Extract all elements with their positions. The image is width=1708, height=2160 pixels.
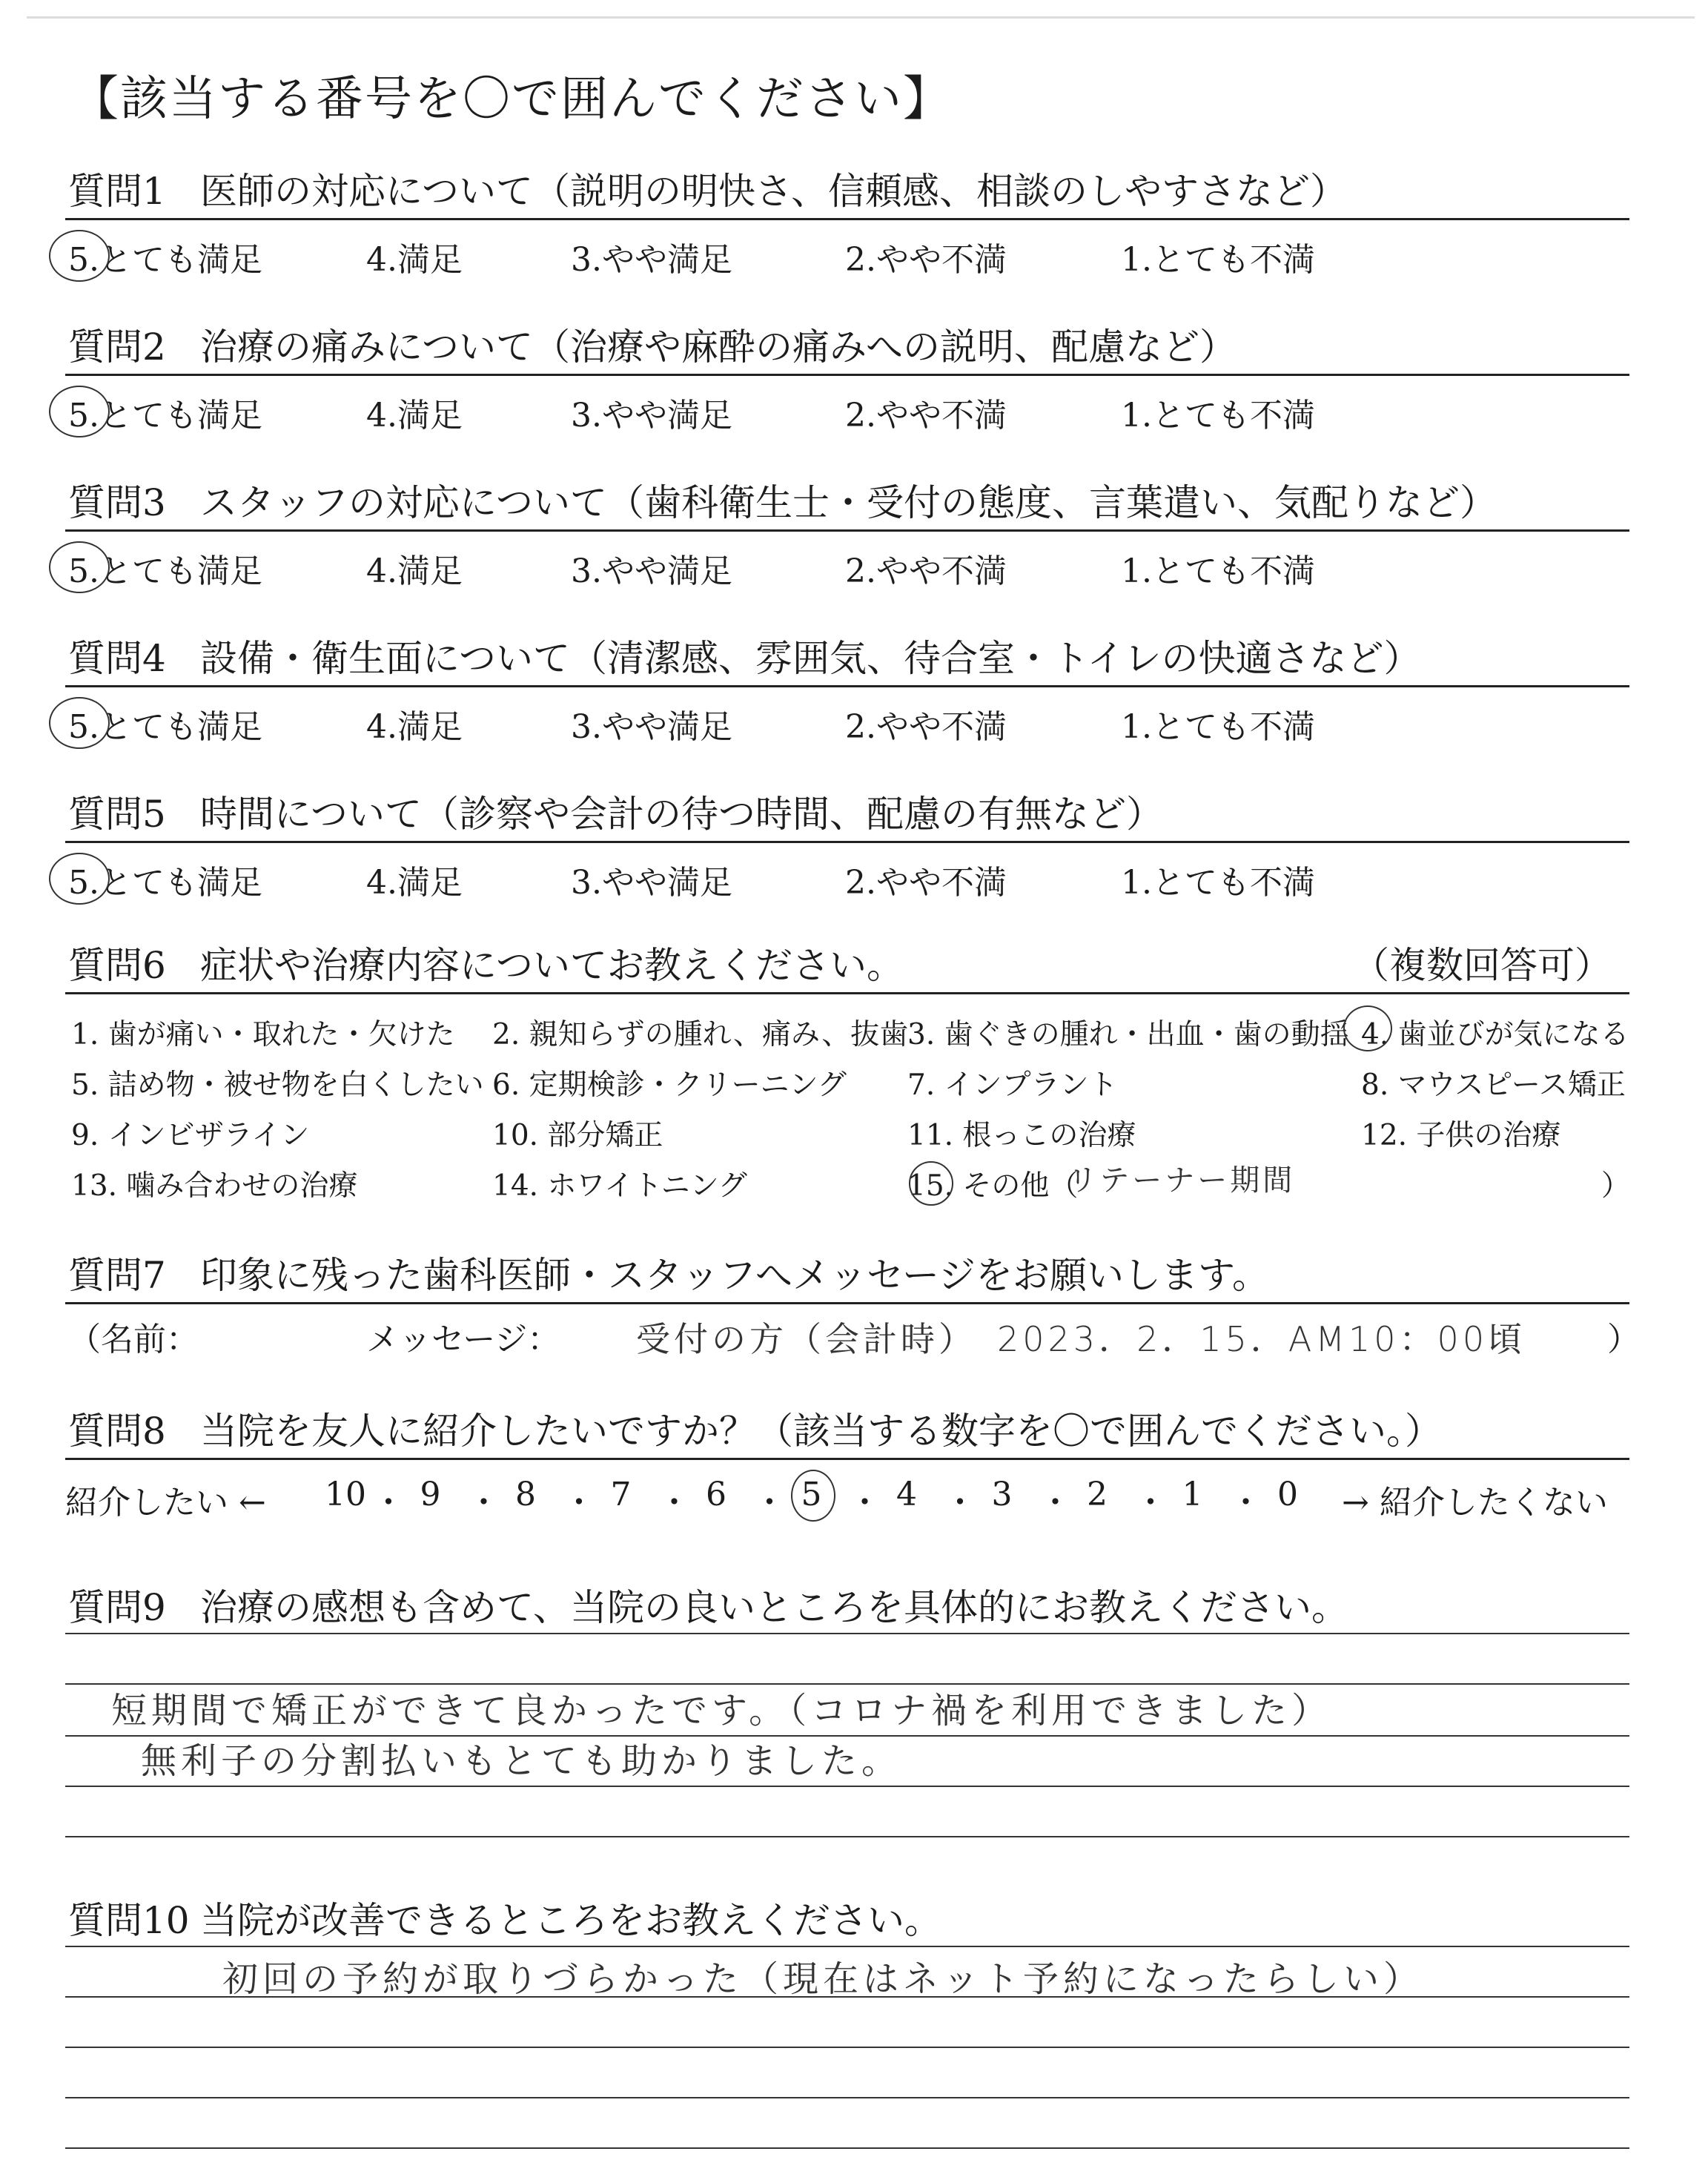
q1-selection-circle bbox=[49, 230, 110, 282]
q3-option-4[interactable]: 4.満足 bbox=[366, 552, 463, 590]
q1-text: 医師の対応について（説明の明快さ、信頼感、相談のしやすさなど） bbox=[200, 170, 1347, 213]
q8-separator: ・ bbox=[848, 1484, 881, 1522]
q7-answer-row bbox=[65, 1312, 1640, 1359]
q10-rule-4 bbox=[65, 2097, 1629, 2098]
q8-scale-4[interactable]: 4 bbox=[896, 1476, 917, 1513]
q8-separator: ・ bbox=[944, 1484, 976, 1522]
q8-scale-3[interactable]: 3 bbox=[991, 1476, 1013, 1513]
q1-rule bbox=[65, 218, 1629, 220]
q4-option-2[interactable]: 2.やや不満 bbox=[845, 708, 1007, 746]
q4-option-4[interactable]: 4.満足 bbox=[366, 708, 463, 746]
q6-item-12[interactable]: 12. 子供の治療 bbox=[1361, 1119, 1561, 1152]
q8-separator: ・ bbox=[372, 1484, 405, 1522]
q6-item-7[interactable]: 7. インプラント bbox=[907, 1069, 1118, 1102]
q4-text: 設備・衛生面について（清潔感、雰囲気、待合室・トイレの快適さなど） bbox=[200, 637, 1421, 680]
q8-scale-1[interactable]: 1 bbox=[1182, 1476, 1203, 1513]
q4-number: 質問4 bbox=[68, 637, 166, 680]
q6-item-2[interactable]: 2. 親知らずの腫れ、痛み、抜歯 bbox=[492, 1018, 909, 1051]
q6-selection-circle-4 bbox=[1343, 1005, 1392, 1051]
q1-options bbox=[0, 233, 1708, 277]
q10-rule-5 bbox=[65, 2147, 1629, 2149]
q3-number: 質問3 bbox=[68, 481, 166, 524]
q6-item-9[interactable]: 9. インビザライン bbox=[71, 1119, 310, 1152]
q5-title bbox=[68, 785, 1163, 838]
q3-option-1[interactable]: 1.とても不満 bbox=[1121, 552, 1315, 590]
q4-options bbox=[0, 700, 1708, 744]
q7-title bbox=[68, 1246, 1269, 1299]
q1-option-2[interactable]: 2.やや不満 bbox=[845, 241, 1007, 279]
q10-rule-1 bbox=[65, 1946, 1629, 1947]
q6-rule bbox=[65, 992, 1629, 994]
q5-selection-circle bbox=[49, 853, 110, 905]
q8-separator: ・ bbox=[658, 1484, 691, 1522]
q3-option-3[interactable]: 3.やや満足 bbox=[571, 552, 732, 590]
q6-item-4[interactable]: 4. 歯並びが気になる bbox=[1361, 1018, 1629, 1051]
q6-item-8[interactable]: 8. マウスピース矯正 bbox=[1361, 1069, 1626, 1102]
q10-number: 質問10 bbox=[68, 1899, 190, 1942]
q2-options bbox=[0, 389, 1708, 433]
q8-separator: ・ bbox=[753, 1484, 786, 1522]
q7-message-label: メッセージ： bbox=[366, 1321, 560, 1358]
q6-item-1[interactable]: 1. 歯が痛い・取れた・欠けた bbox=[71, 1018, 455, 1051]
q9-rule-5 bbox=[65, 1836, 1629, 1837]
q2-option-2[interactable]: 2.やや不満 bbox=[845, 397, 1007, 435]
q8-rule bbox=[65, 1458, 1629, 1460]
q8-scale-10[interactable]: 10 bbox=[325, 1476, 366, 1513]
q10-answer-line-1[interactable]: 初回の予約が取りづらかった（現在はネット予約になったらしい） bbox=[222, 1958, 1424, 2000]
q6-note: （複数回答可） bbox=[1352, 944, 1612, 987]
q4-selection-circle bbox=[49, 697, 110, 749]
q8-separator: ・ bbox=[1039, 1484, 1072, 1522]
q9-rule-1 bbox=[65, 1633, 1629, 1634]
q7-text: 印象に残った歯科医師・スタッフへメッセージをお願いします。 bbox=[200, 1254, 1269, 1297]
q7-number: 質問7 bbox=[68, 1254, 166, 1297]
q6-other-close: ） bbox=[1601, 1169, 1631, 1203]
q6-other-answer[interactable]: リテーナー期間 bbox=[1068, 1163, 1296, 1198]
q2-selection-circle bbox=[49, 386, 110, 437]
q4-rule bbox=[65, 685, 1629, 687]
q8-text: 当院を友人に紹介したいですか？（該当する数字を〇で囲んでください。） bbox=[200, 1410, 1442, 1453]
q5-option-3[interactable]: 3.やや満足 bbox=[571, 864, 732, 902]
q8-scale-6[interactable]: 6 bbox=[706, 1476, 726, 1513]
q1-title bbox=[68, 162, 1347, 215]
q8-separator: ・ bbox=[1134, 1484, 1167, 1522]
q6-item-5[interactable]: 5. 詰め物・被せ物を白くしたい bbox=[71, 1069, 484, 1102]
q4-option-3[interactable]: 3.やや満足 bbox=[571, 708, 732, 746]
q3-selection-circle bbox=[49, 541, 110, 593]
q8-separator: ・ bbox=[467, 1484, 500, 1522]
q9-title bbox=[68, 1578, 1348, 1631]
q8-scale-9[interactable]: 9 bbox=[420, 1476, 441, 1513]
q6-item-3[interactable]: 3. 歯ぐきの腫れ・出血・歯の動揺 bbox=[907, 1018, 1349, 1051]
q2-option-5[interactable]: 5.とても満足 bbox=[68, 397, 262, 435]
q5-option-5[interactable]: 5.とても満足 bbox=[68, 864, 262, 902]
q9-text: 治療の感想も含めて、当院の良いところを具体的にお教えください。 bbox=[200, 1586, 1348, 1629]
q3-title bbox=[68, 473, 1497, 526]
q3-option-5[interactable]: 5.とても満足 bbox=[68, 552, 262, 590]
q6-item-10[interactable]: 10. 部分矯正 bbox=[492, 1119, 663, 1152]
q10-text: 当院が改善できるところをお教えください。 bbox=[200, 1899, 941, 1942]
q5-options bbox=[0, 856, 1708, 900]
q7-close: ） bbox=[1607, 1321, 1640, 1358]
q1-option-3[interactable]: 3.やや満足 bbox=[571, 241, 732, 279]
q6-number: 質問6 bbox=[68, 944, 166, 987]
q9-answer-line-2[interactable]: 無利子の分割払いもとても助かりました。 bbox=[141, 1740, 902, 1782]
q3-text: スタッフの対応について（歯科衛生士・受付の態度、言葉遣い、気配りなど） bbox=[200, 481, 1497, 524]
q1-number: 質問1 bbox=[68, 170, 166, 213]
q5-text: 時間について（診察や会計の待つ時間、配慮の有無など） bbox=[200, 793, 1163, 836]
q4-option-5[interactable]: 5.とても満足 bbox=[68, 708, 262, 746]
q8-title bbox=[68, 1401, 1442, 1455]
q2-title bbox=[68, 317, 1237, 371]
q2-option-4[interactable]: 4.満足 bbox=[366, 397, 463, 435]
q7-name-label: （名前： bbox=[68, 1321, 199, 1358]
q8-scale-0[interactable]: 0 bbox=[1277, 1476, 1298, 1513]
q6-item-6[interactable]: 6. 定期検診・クリーニング bbox=[492, 1069, 847, 1102]
q6-item-14[interactable]: 14. ホワイトニング bbox=[492, 1169, 747, 1203]
q8-separator: ・ bbox=[1229, 1484, 1262, 1522]
q9-number: 質問9 bbox=[68, 1586, 166, 1629]
q7-rule bbox=[65, 1302, 1629, 1304]
q3-option-2[interactable]: 2.やや不満 bbox=[845, 552, 1007, 590]
q5-option-1[interactable]: 1.とても不満 bbox=[1121, 864, 1315, 902]
q6-item-13[interactable]: 13. 噛み合わせの治療 bbox=[71, 1169, 358, 1203]
page-top-edge bbox=[27, 16, 1695, 19]
q6-text: 症状や治療内容についてお教えください。 bbox=[200, 944, 904, 987]
q3-rule bbox=[65, 529, 1629, 532]
q1-option-4[interactable]: 4.満足 bbox=[366, 241, 463, 279]
q8-scale-7[interactable]: 7 bbox=[610, 1476, 632, 1513]
q5-number: 質問5 bbox=[68, 793, 166, 836]
q7-message-answer[interactable]: 受付の方（会計時） 2023．2．15．AM10：00頃 bbox=[636, 1319, 1526, 1359]
q6-selection-circle-15 bbox=[909, 1161, 953, 1206]
q4-option-1[interactable]: 1.とても不満 bbox=[1121, 708, 1315, 746]
q8-scale-2[interactable]: 2 bbox=[1087, 1476, 1108, 1513]
q1-option-1[interactable]: 1.とても不満 bbox=[1121, 241, 1315, 279]
q2-option-3[interactable]: 3.やや満足 bbox=[571, 397, 732, 435]
q2-text: 治療の痛みについて（治療や麻酔の痛みへの説明、配慮など） bbox=[200, 326, 1237, 369]
q8-scale-8[interactable]: 8 bbox=[515, 1476, 536, 1513]
q6-title bbox=[68, 936, 904, 989]
q8-selection-circle bbox=[791, 1470, 835, 1522]
q8-separator: ・ bbox=[563, 1484, 595, 1522]
q9-answer-line-1[interactable]: 短期間で矯正ができて良かったです。（コロナ禍を利用できました） bbox=[111, 1690, 1332, 1731]
q4-title bbox=[68, 629, 1421, 682]
q5-option-4[interactable]: 4.満足 bbox=[366, 864, 463, 902]
q8-left-label: 紹介したい ← bbox=[65, 1484, 266, 1522]
q10-title bbox=[68, 1891, 941, 1944]
q1-option-5[interactable]: 5.とても満足 bbox=[68, 241, 262, 279]
q6-item-11[interactable]: 11. 根っこの治療 bbox=[907, 1119, 1136, 1152]
q3-options bbox=[0, 544, 1708, 589]
q2-rule bbox=[65, 374, 1629, 376]
q5-option-2[interactable]: 2.やや不満 bbox=[845, 864, 1007, 902]
q8-number: 質問8 bbox=[68, 1410, 166, 1453]
q10-rule-3 bbox=[65, 2047, 1629, 2048]
q2-option-1[interactable]: 1.とても不満 bbox=[1121, 397, 1315, 435]
form-heading: 【該当する番号を〇で囲んでください】 bbox=[71, 72, 952, 127]
q8-right-label: → 紹介したくない bbox=[1342, 1484, 1608, 1522]
q5-rule bbox=[65, 841, 1629, 843]
q9-rule-4 bbox=[65, 1786, 1629, 1787]
q8-scale-5[interactable]: 5 bbox=[801, 1476, 822, 1513]
q2-number: 質問2 bbox=[68, 326, 166, 369]
q6-item-15[interactable]: 15. その他（ bbox=[907, 1169, 1079, 1203]
